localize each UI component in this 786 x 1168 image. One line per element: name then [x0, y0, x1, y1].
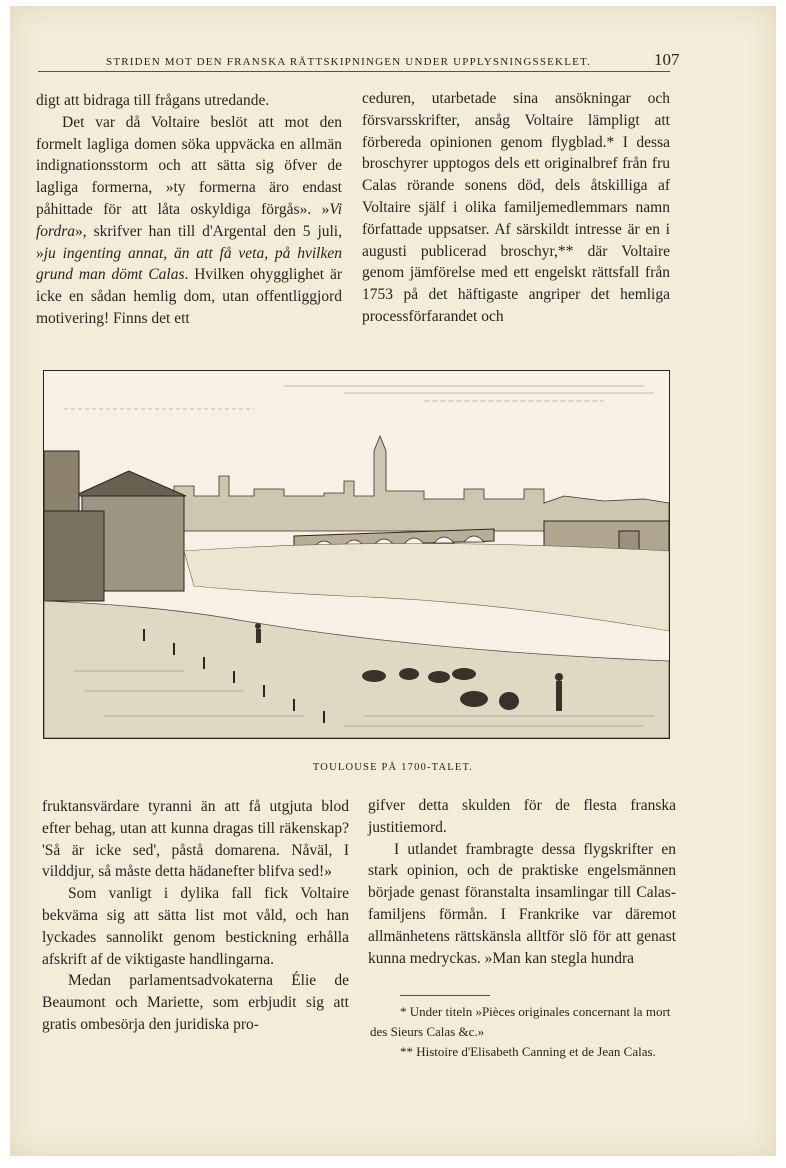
lower-left-column [42, 796, 349, 1036]
toulouse-engraving [43, 370, 670, 739]
emphasis: Vi fordra [36, 200, 342, 240]
upper-right-column [362, 88, 670, 328]
running-header: STRIDEN MOT DEN FRANSKA RÄTTSKIPNINGEN UNDER UPPLYSNINGSSEKLET. [106, 56, 592, 68]
page-number: 107 [654, 50, 680, 69]
paragraph: gifver detta skulden för de flesta franska justitiemord. [368, 797, 676, 836]
upper-left-column [36, 90, 342, 330]
paragraph: I utlandet frambragte dessa flygskrifter en stark opinion, och de praktiske engelsmännen började genast föranstalta insamlingar till Calas-familjens förmån. I Frankrike var däremot allmänhetens rättskänsla alltför slö för att genast kunna medryckas. »Man kan stegla hundra [368, 840, 676, 967]
paragraph: ceduren, utarbetade sina ansökningar och försvarsskrifter, ansåg Voltaire lämpligt att förbereda opinionen genom flygblad.* I dessa broschyrer upptogos dels ett originalbref från fru Calas rörande sonens död, dels åtskilliga af Voltaire själf i olika familjemedlemmars namn författade uppsatser. Af särskildt intresse är en i augusti publicerad broschyr,** där Voltaire genom jämförelse med ett engelskt rättsfall från 1753 på det häftigaste angriper det hemliga processförfarandet och [362, 90, 670, 325]
paragraph: fruktansvärdare tyranni än att få utgjuta blod efter behag, utan att kunna dragas till räkenskap? 'Så är icke sed', påstå domarena. Nåväl, I vilddjur, så måste detta hädanefter blifva sed!» [42, 798, 349, 881]
footnote-rule [400, 995, 490, 996]
paragraph: Som vanligt i dylika fall fick Voltaire bekväma sig att sätta list mot våld, och han lyckades sannolikt genom bestickning erhålla afskrift af de viktigaste handlingarna. [42, 885, 349, 968]
figure-caption: TOULOUSE PÅ 1700-TALET. [312, 762, 474, 773]
engraving-illustration [44, 371, 669, 738]
paragraph: Medan parlamentsadvokaterna Élie de Beaumont och Mariette, som erbjudit sig att gratis ombesörja den juridiska pro- [42, 972, 349, 1033]
lower-right-column [368, 795, 676, 969]
paragraph: digt att bidraga till frågans utredande. [36, 92, 270, 109]
header-rule [38, 71, 670, 72]
emphasis: ju ingenting annat, än att få veta, på hvilken grund man dömt Calas [36, 244, 342, 284]
footnote: ** Histoire d'Elisabeth Canning et de Jean Calas. [400, 1044, 656, 1059]
footnote: * Under titeln »Pièces originales concernant la mort des Sieurs Calas &c.» [370, 1004, 671, 1039]
paragraph: Det var då Voltaire beslöt att mot den formelt lagliga domen söka uppväcka en allmän indignationsstorm och att sätta sig öfver de lagliga formerna, »ty formerna äro endast påhittade för att låta oskyldiga förgås». »Vi fordra», skrifver han till d'Argental den 5 juli, »ju ingenting annat, än att få veta, på hvilken grund man dömt Calas. Hvilken ohygglighet är icke en sådan hemlig dom, utan offentliggjord motivering! Finns det ett [36, 113, 342, 327]
